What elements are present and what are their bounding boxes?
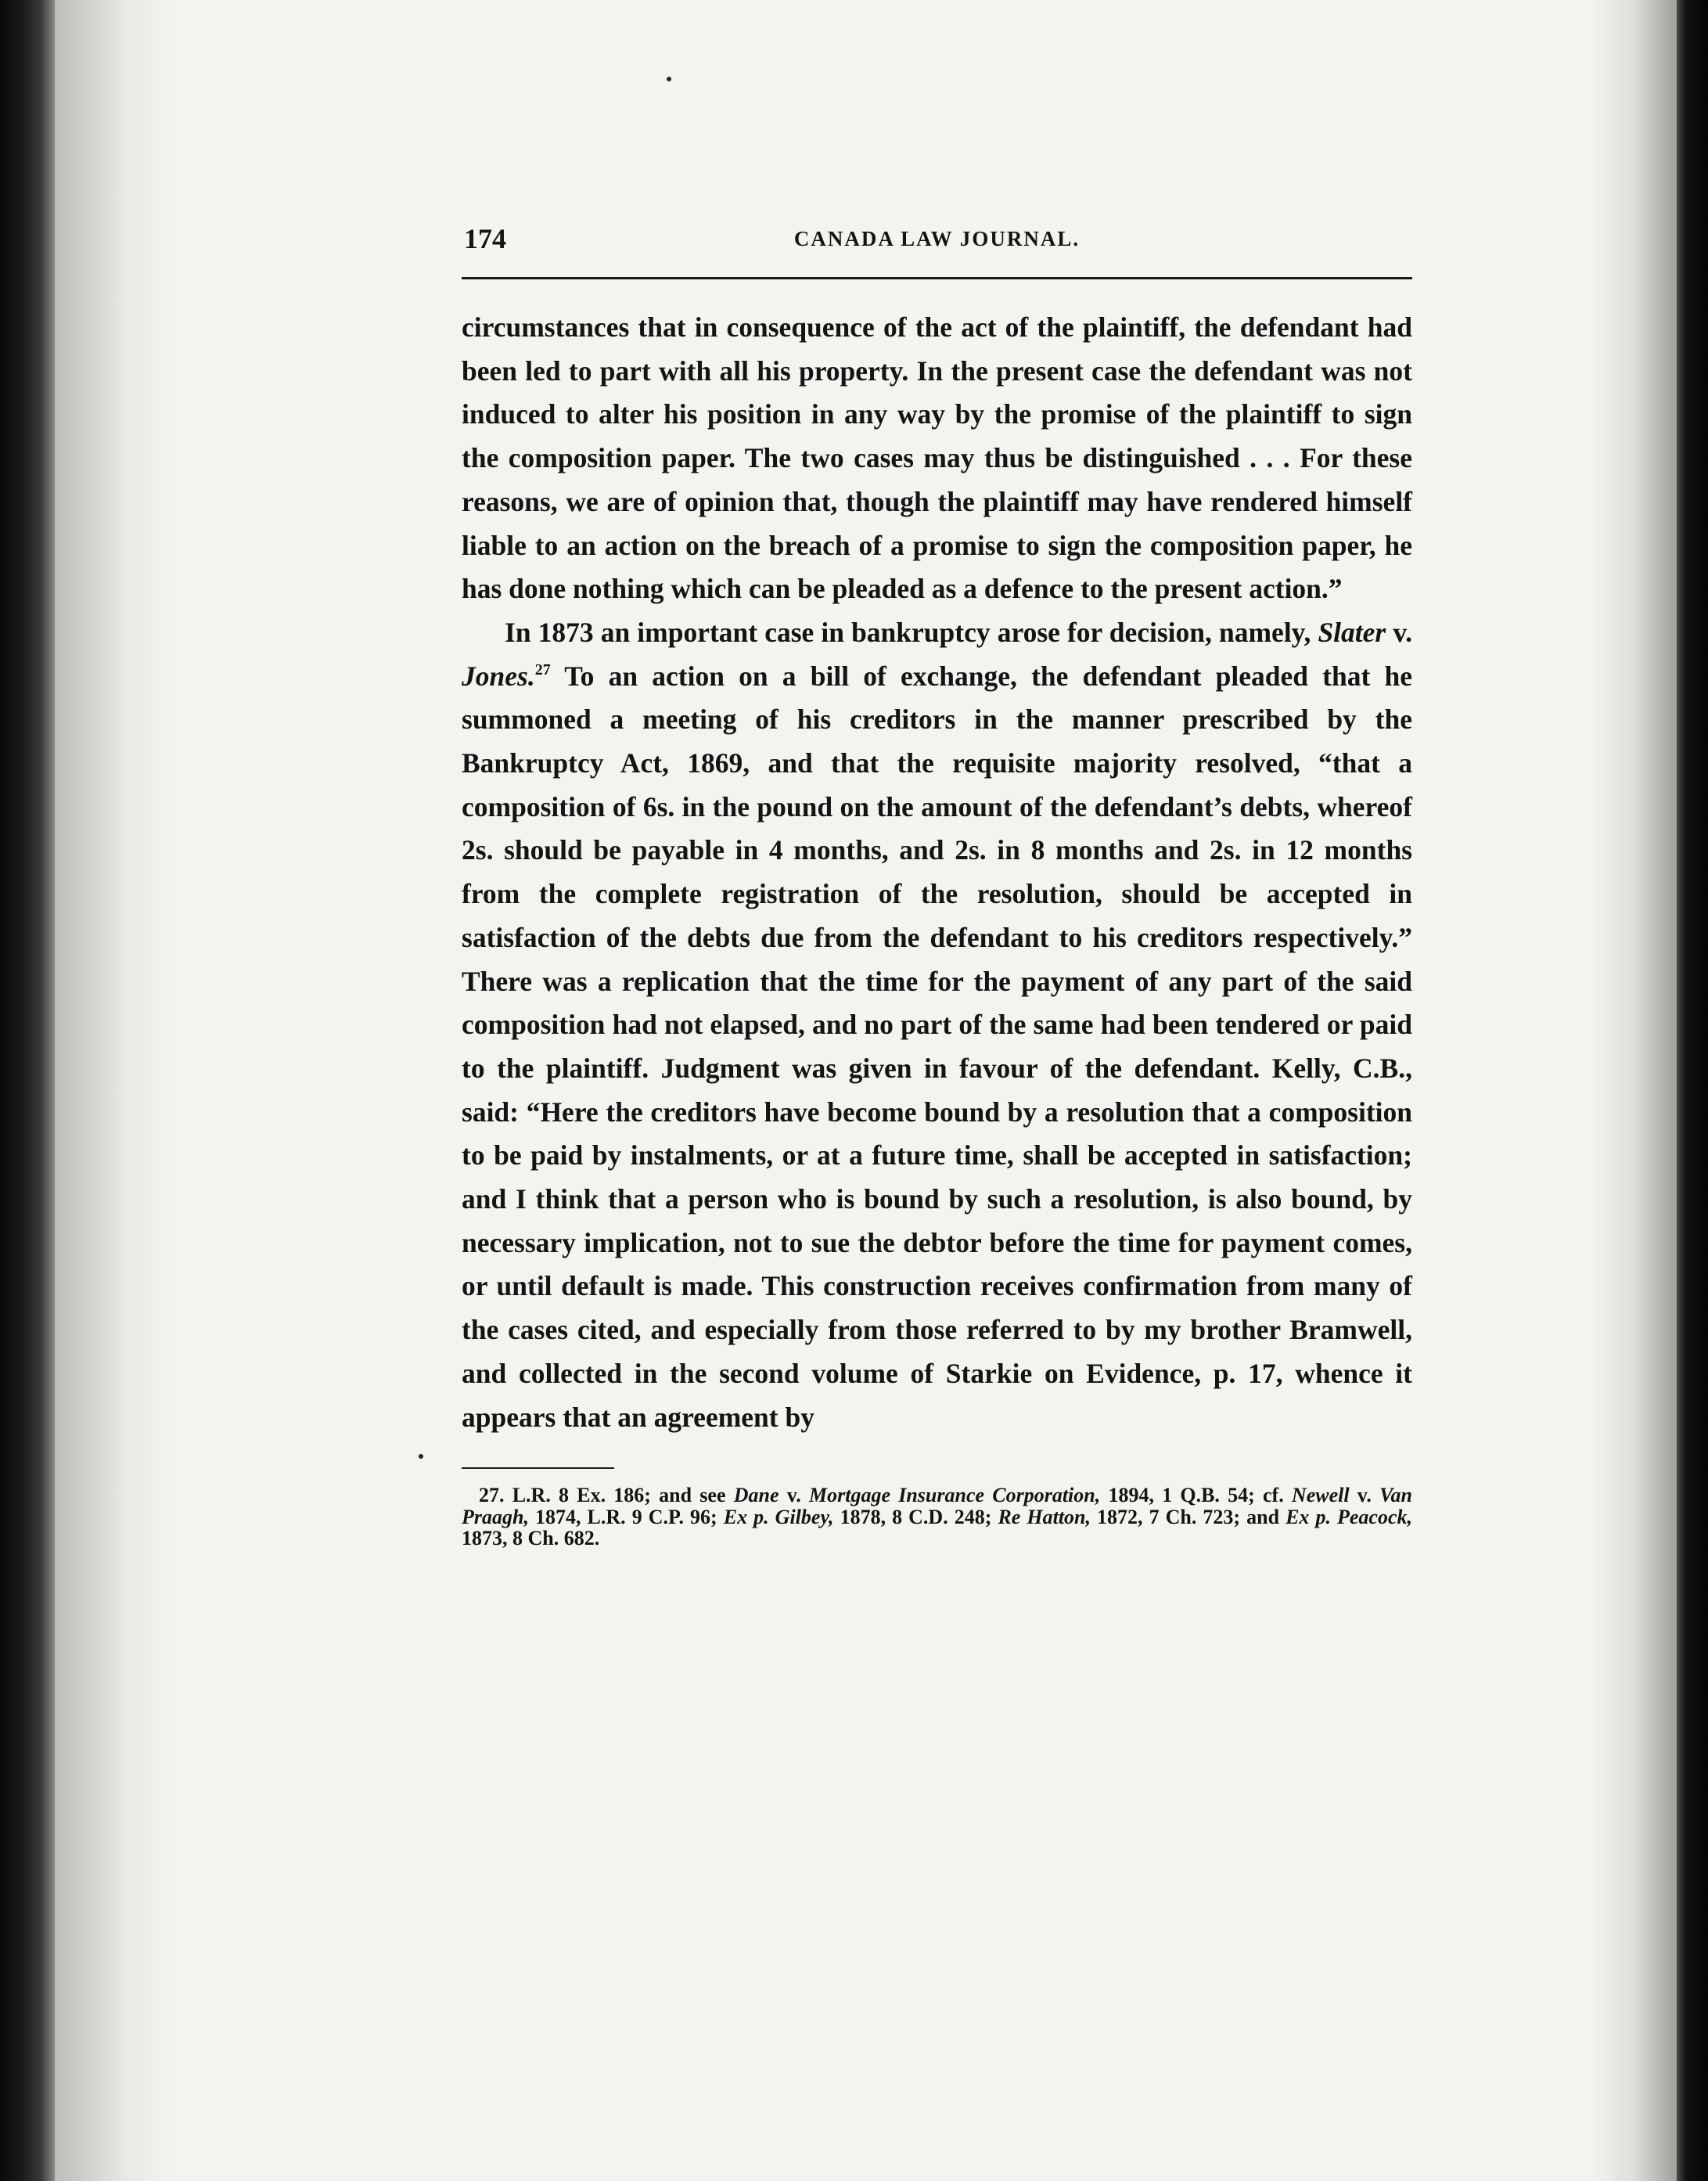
- footnote-text: v.: [778, 1484, 809, 1507]
- scan-speck: [419, 1454, 423, 1459]
- scan-speck: [667, 77, 671, 81]
- footnote-text: 1874, L.R. 9 C.P. 96;: [528, 1505, 724, 1528]
- case-name-slater: Slater: [1318, 616, 1386, 648]
- footnote-case: Newell: [1291, 1484, 1350, 1507]
- versus: v.: [1386, 616, 1412, 648]
- footnote-text: L.R. 8 Ex. 186; and see: [504, 1484, 734, 1507]
- scan-shadow-right: [1591, 0, 1677, 2181]
- footnote-case: Van Praagh,: [462, 1484, 1412, 1528]
- footnote-text: 1894, 1 Q.B. 54; cf.: [1100, 1484, 1292, 1507]
- footnote-case: Mortgage Insurance Corporation,: [809, 1484, 1101, 1507]
- journal-title: CANADA LAW JOURNAL.: [793, 227, 1081, 250]
- case-name-jones: Jones.: [462, 660, 535, 692]
- page-number: 174: [464, 223, 506, 254]
- footnote-reference: 27: [534, 660, 551, 678]
- footnote-27: [462, 1485, 1412, 1549]
- paragraph-2-text-b: To an action on a bill of exchange, the defendant pleaded that he summoned a meeting of his creditors in the manner prescribed by the Bankruptcy Act, 1869, and that the requisite majority resolved, “that a composition of 6s. in the pound on the amount of the defendant’s debts, whereof 2s. should be payable in 4 months, and 2s. in 8 months and 2s. in 12 months from the complete registration of the resolution, should be accepted in satisfaction of the debts due from the defendant to his creditors respectively.” There was a replication that the time for the payment of any part of the said composition had not elapsed, and no part of the same had been tendered or paid to the plaintiff. Judgment was given in favour of the defendant. Kelly, C.B., said: “Here the creditors have become bound by a resolution that a composition to be paid by instalments, or at a future time, shall be accepted in satisfaction; and I think that a person who is bound by such a resolution, is also bound, by necessary implication, not to sue the debtor before the time for payment comes, or until default is made. This construction receives confirmation from many of the cases cited, and especially from those referred to by my brother Bramwell, and collected in the second volume of Starkie on Evidence, p. 17, whence it appears that an agreement by: [462, 660, 1412, 1433]
- footnote-case: Ex p. Peacock,: [1285, 1505, 1413, 1528]
- footnote-text: 1873, 8 Ch. 682.: [462, 1527, 600, 1550]
- footnote-case: Dane: [733, 1484, 779, 1507]
- scan-dark-edge-left: [0, 0, 55, 2181]
- footnote-case: Re Hatton,: [998, 1505, 1091, 1528]
- paragraph-2: [462, 611, 1412, 1439]
- body-text: [462, 306, 1412, 1439]
- document-page: [462, 211, 1412, 1549]
- paragraph-2-text-a: In 1873 an important case in bankruptcy arose for decision, namely,: [505, 616, 1318, 648]
- footnote-text: 1878, 8 C.D. 248;: [833, 1505, 998, 1528]
- footnote-number: 27.: [479, 1484, 505, 1507]
- paragraph-1: circumstances that in consequence of the act of the plaintiff, the defendant had been led to part with all his property. In the present case the defendant was not induced to alter his position in any way by the promise of the plaintiff to sign the composition paper. The two cases may thus be distinguished . . . For these reasons, we are of opinion that, though the plaintiff may have rendered himself liable to an action on the breach of a promise to sign the composition paper, he has done nothing which can be pleaded as a defence to the present action.”: [462, 311, 1412, 605]
- scan-shadow-left: [55, 0, 172, 2181]
- footnote-text: 1872, 7 Ch. 723; and: [1091, 1505, 1286, 1528]
- scan-dark-edge-right: [1677, 0, 1708, 2181]
- footnote-text: v.: [1349, 1484, 1380, 1507]
- footnote-case: Ex p. Gilbey,: [723, 1505, 834, 1528]
- header-rule: [462, 277, 1412, 279]
- running-head: [462, 211, 1412, 258]
- footnote-rule: [462, 1467, 614, 1469]
